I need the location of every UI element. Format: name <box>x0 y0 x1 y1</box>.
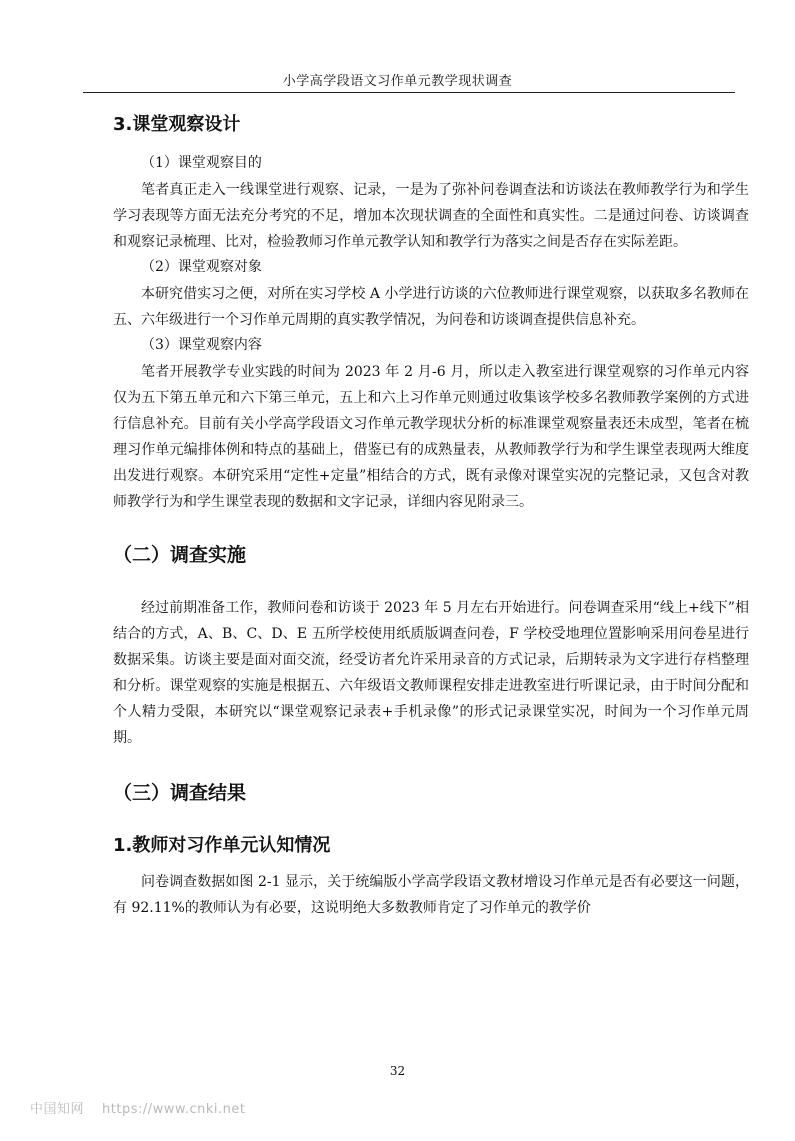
label-observation-content: （3）课堂观察内容 <box>141 337 262 353</box>
running-header: 小学高学段语文习作单元教学现状调查 <box>282 74 513 89</box>
paragraph-observation-content: 笔者开展教学专业实践的时间为 2023 年 2 月-6 月，所以走入教室进行课堂观察的习作单元内容仅为五下第五单元和六下第三单元，五上和六上习作单元则通过收集该学校多名教师教学案例的方式进行信息补充。目前有关小学高学段语文习作单元教学现状分析的标准课堂观察量表还未成型，笔者在梳理习作单元编排体例和特点的基础上，借鉴已有的成熟量表，从教师教学行为和学生课堂表现两大维度出发进行观察。本研究采用“定性+定量”相结合的方式，既有录像对课堂实况的完整记录，又包含对教师教学行为和学生课堂表现的数据和文字记录，详细内容见附录三。 <box>113 364 749 510</box>
paragraph-observation-object: 本研究借实习之便，对所在实习学校 A 小学进行访谈的六位教师进行课堂观察，以获取多名教师在五、六年级进行一个习作单元周期的真实教学情况，为问卷和访谈调查提供信息补充。 <box>113 286 749 328</box>
cnki-watermark <box>30 1098 245 1117</box>
header-rule <box>83 92 735 93</box>
paragraph-results: 问卷调查数据如图 2-1 显示，关于统编版小学高学段语文教材增设习作单元是否有必要这一问题，有 92.11%的教师认为有必要，这说明绝大多数教师肯定了习作单元的教学价 <box>113 874 749 916</box>
label-observation-object: （2）课堂观察对象 <box>141 259 262 275</box>
heading-implementation: （二）调查实施 <box>113 544 247 566</box>
page-body <box>113 100 749 921</box>
heading-results: （三）调查结果 <box>113 782 247 804</box>
watermark-brand: 中国知网 <box>30 1102 85 1117</box>
heading-observation-design: 3.课堂观察设计 <box>113 114 241 135</box>
watermark-url: https://www.cnki.net <box>102 1102 246 1117</box>
label-observation-purpose: （1）课堂观察目的 <box>141 155 262 171</box>
page-number: 32 <box>389 1064 406 1078</box>
paragraph-implementation: 经过前期准备工作，教师问卷和访谈于 2023 年 5 月左右开始进行。问卷调查采用“线上+线下”相结合的方式，A、B、C、D、E 五所学校使用纸质版调查问卷，F 学校受地理位置影响采用问卷星进行数据采集。访谈主要是面对面交流，经受访者允许采用录音的方式记录，后期转录为文字进行存档整理和分析。课堂观察的实施是根据五、六年级语文教师课程安排走进教室进行听课记录，由于时间分配和个人精力受限，本研究以“课堂观察记录表+手机录像”的形式记录课堂实况，时间为一个习作单元周期。 <box>113 600 749 746</box>
heading-teacher-cognition: 1.教师对习作单元认知情况 <box>113 835 331 856</box>
paragraph-observation-purpose: 笔者真正走入一线课堂进行观察、记录，一是为了弥补问卷调查法和访谈法在教师教学行为和学生学习表现等方面无法充分考究的不足，增加本次现状调查的全面性和真实性。二是通过问卷、访谈调查和观察记录梳理、比对，检验教师习作单元教学认知和教学行为落实之间是否存在实际差距。 <box>113 182 749 250</box>
